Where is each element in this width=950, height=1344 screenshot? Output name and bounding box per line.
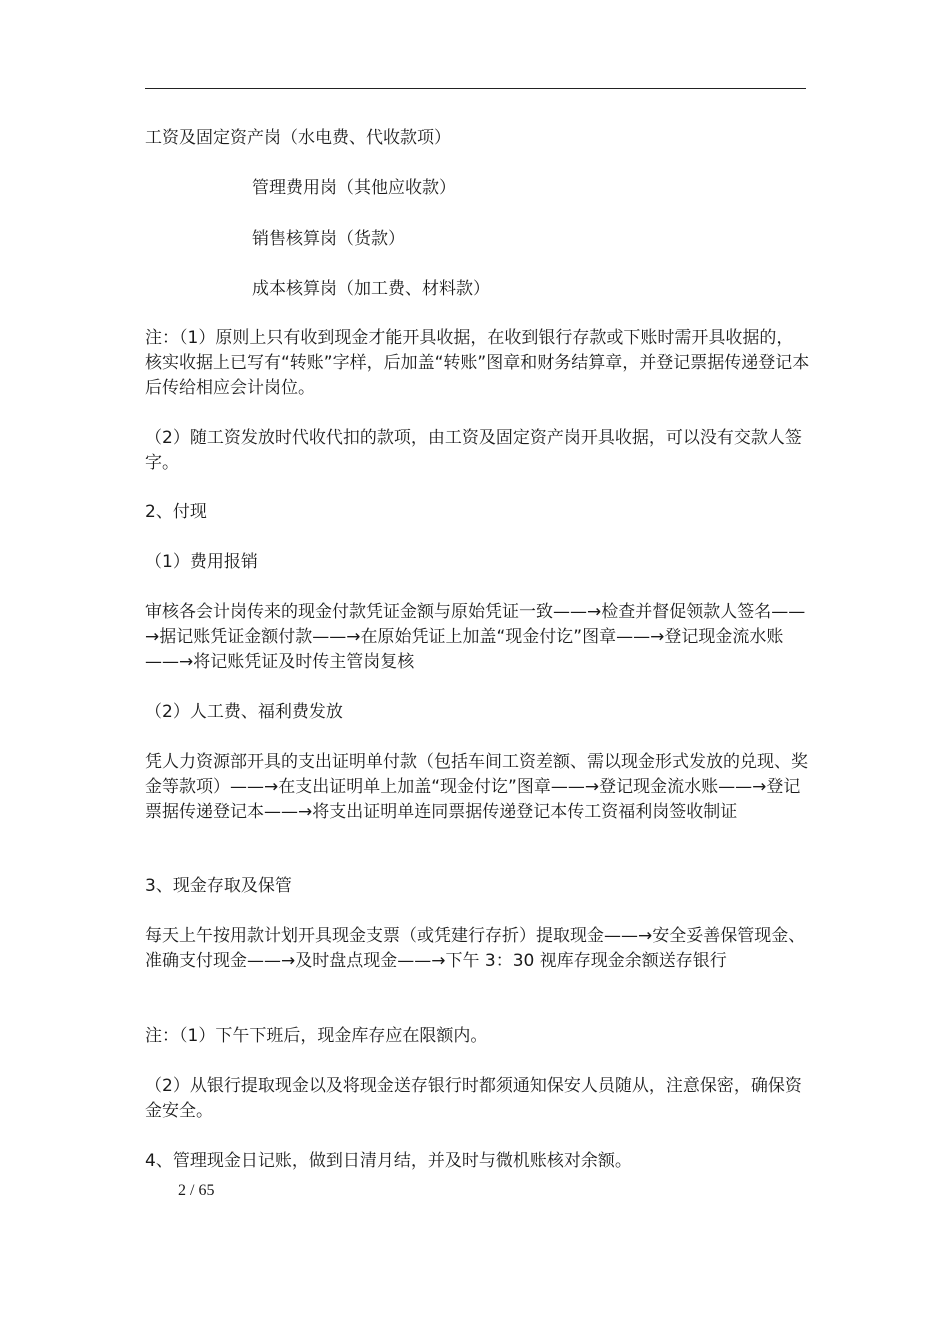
paragraph-wage-asset-post: 工资及固定资产岗（水电费、代收款项）	[145, 128, 451, 148]
page-number: 2 / 65	[178, 1182, 215, 1199]
paragraph-note-2: （2）随工资发放时代收代扣的款项，由工资及固定资产岗开具收据，可以没有交款人签字。	[145, 428, 802, 473]
paragraph-note-security: （2）从银行提取现金以及将现金送存银行时都须通知保安人员随从，注意保密，确保资金安全。	[145, 1076, 802, 1121]
heading-labor-welfare: （2）人工费、福利费发放	[145, 702, 343, 722]
heading-cash-journal: 4、管理现金日记账，做到日清月结，并及时与微机账核对余额。	[145, 1151, 632, 1171]
heading-cash-storage: 3、现金存取及保管	[145, 876, 292, 896]
paragraph-sales-post: 销售核算岗（货款）	[252, 229, 405, 249]
paragraph-note-cash-limit: 注：（1）下午下班后，现金库存应在限额内。	[145, 1026, 488, 1046]
paragraph-labor-welfare-flow: 凭人力资源部开具的支出证明单付款（包括车间工资差额、需以现金形式发放的兑现、奖金等款项）——→在支出证明单上加盖“现金付讫”图章——→登记现金流水账——→登记票据传递登记本——→将支出证明单连同票据传递登记本传工资福利岗签收制证	[145, 752, 808, 822]
paragraph-cost-post: 成本核算岗（加工费、材料款）	[252, 279, 490, 299]
paragraph-cash-storage-flow: 每天上午按用款计划开具现金支票（或凭建行存折）提取现金——→安全妥善保管现金、准确支付现金——→及时盘点现金——→下午 3：30 视库存现金余额送存银行	[145, 926, 806, 971]
paragraph-note-1: 注：（1）原则上只有收到现金才能开具收据，在收到银行存款或下账时需开具收据的，核实收据上已写有“转账”字样，后加盖“转账”图章和财务结算章，并登记票据传递登记本后传给相应会计岗位。	[145, 328, 810, 398]
paragraph-admin-expense-post: 管理费用岗（其他应收款）	[252, 178, 456, 198]
paragraph-reimbursement-flow: 审核各会计岗传来的现金付款凭证金额与原始凭证一致——→检查并督促领款人签名——→据记账凭证金额付款——→在原始凭证上加盖“现金付讫”图章——→登记现金流水账——→将记账凭证及时传主管岗复核	[145, 602, 806, 672]
header-rule	[145, 88, 806, 89]
heading-payment: 2、付现	[145, 502, 207, 522]
heading-expense-reimbursement: （1）费用报销	[145, 552, 258, 572]
